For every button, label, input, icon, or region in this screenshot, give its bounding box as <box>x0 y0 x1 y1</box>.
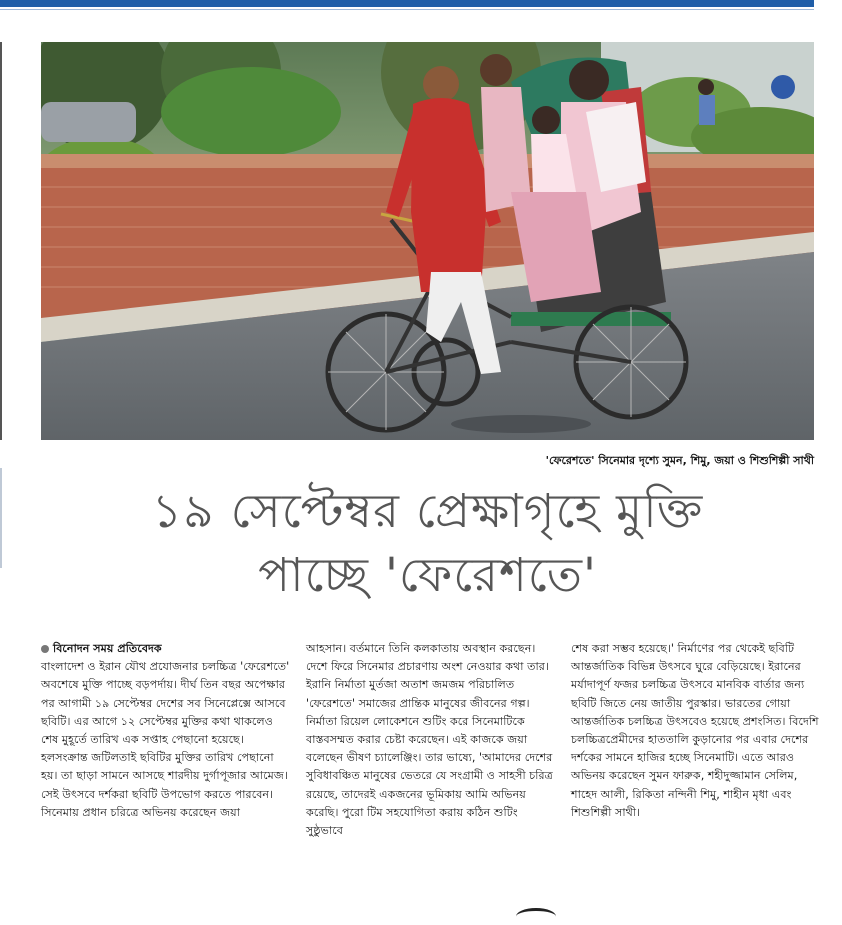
article-column-2 <box>306 640 556 840</box>
headline <box>41 480 814 608</box>
byline-text: বিনোদন সময় প্রতিবেদক <box>53 642 162 655</box>
page-footer-mark <box>516 908 556 925</box>
article-column-1 <box>41 640 291 822</box>
bullet-icon <box>41 645 49 653</box>
column-text-3: শেষ করা সম্ভব হয়েছে।' নির্মাণের পর থেকেই ছবিটি আন্তর্জাতিক বিভিন্ন উৎসবে ঘুরে বেড়িয়েছে। ইরানের মর্যাদাপূর্ণ ফজর চলচ্চিত্র উৎসবে মানবিক বার্তার জন্য ছবিটি জিতে নেয় জাতীয় পুরস্কার। ভারতের গোয়া আন্তর্জাতিক চলচ্চিত্র উৎসবেও হয়েছে প্রশংসিত। বিদেশি চলচ্চিত্রপ্রেমীদের হাততালি কুড়ানোর পর এবার দেশের দর্শকের সামনে হাজির হচ্ছে সিনেমাটি। এতে আরও অভিনয় করেছেন সুমন ফারুক, শহীদুজ্জামান সেলিম, শাহেদ আলী, রিকিতা নন্দিনী শিমু, শাহীন মৃধা এবং শিশুশিল্পী সাথী। <box>571 642 819 819</box>
header-rule <box>0 0 814 7</box>
article-column-3 <box>571 640 821 822</box>
left-border-rule <box>0 42 2 440</box>
column-text-1: বাংলাদেশ ও ইরান যৌথ প্রযোজনার চলচ্চিত্র 'ফেরেশতে' অবশেষে মুক্তি পাচ্ছে বড়পর্দায়। দীর্ঘ তিন বছর অপেক্ষার পর আগামী ১৯ সেপ্টেম্বর দেশের সব সিনেপ্লেক্সে আসবে ছবিটি। এর আগে ১২ সেপ্টেম্বর মুক্তির কথা থাকলেও শেষ মুহূর্তে তারিখ এক সপ্তাহ পেছানো হয়েছে। হলসংক্রান্ত জটিলতাই ছবিটির মুক্তির তারিখ পেছানো হয়। তা ছাড়া সামনে আসছে শারদীয় দুর্গাপূজার আমেজ। সেই উৎসবে দর্শকরা ছবিটি উপভোগ করতে পারবেন। সিনেমায় প্রধান চরিত্রে অভিনয় করেছেন জয়া <box>41 660 290 819</box>
article-photo <box>41 42 814 440</box>
column-text-2: আহসান। বর্তমানে তিনি কলকাতায় অবস্থান করছেন। দেশে ফিরে সিনেমার প্রচারণায় অংশ নেওয়ার কথা তার। ইরানি নির্মাতা মুর্তজা অতাশ জমজম পরিচালিত 'ফেরেশতে' সমাজের প্রান্তিক মানুষের জীবনের গল্প। নির্মাতা রিয়েল লোকেশনে শুটিং করে সিনেমাটিকে বাস্তবসম্মত করার চেষ্টা করেছেন। এই কাজকে জয়া বলেছেন ভীষণ চ্যালেঞ্জিং। তার ভাষ্যে, 'আমাদের দেশের সুবিধাবঞ্চিত মানুষের ভেতরে যে সংগ্রামী ও সাহসী চরিত্র রয়েছে, তাদেরই একজনের ভূমিকায় আমি অভিনয় করেছি। পুরো টিম সহযোগিতা করায় কঠিন শুটিং সুষ্ঠুভাবে <box>306 642 553 838</box>
left-border-rule-lower <box>0 468 2 568</box>
headline-line-2: পাচ্ছে 'ফেরেশতে' <box>258 548 597 603</box>
photo-caption: 'ফেরেশতে' সিনেমার দৃশ্যে সুমন, শিমু, জয়া ও শিশুশিল্পী সাথী <box>545 454 814 467</box>
header-thin-rule <box>0 9 814 10</box>
headline-line-1: ১৯ সেপ্টেম্বর প্রেক্ষাগৃহে মুক্তি <box>151 484 704 539</box>
byline <box>41 640 291 658</box>
